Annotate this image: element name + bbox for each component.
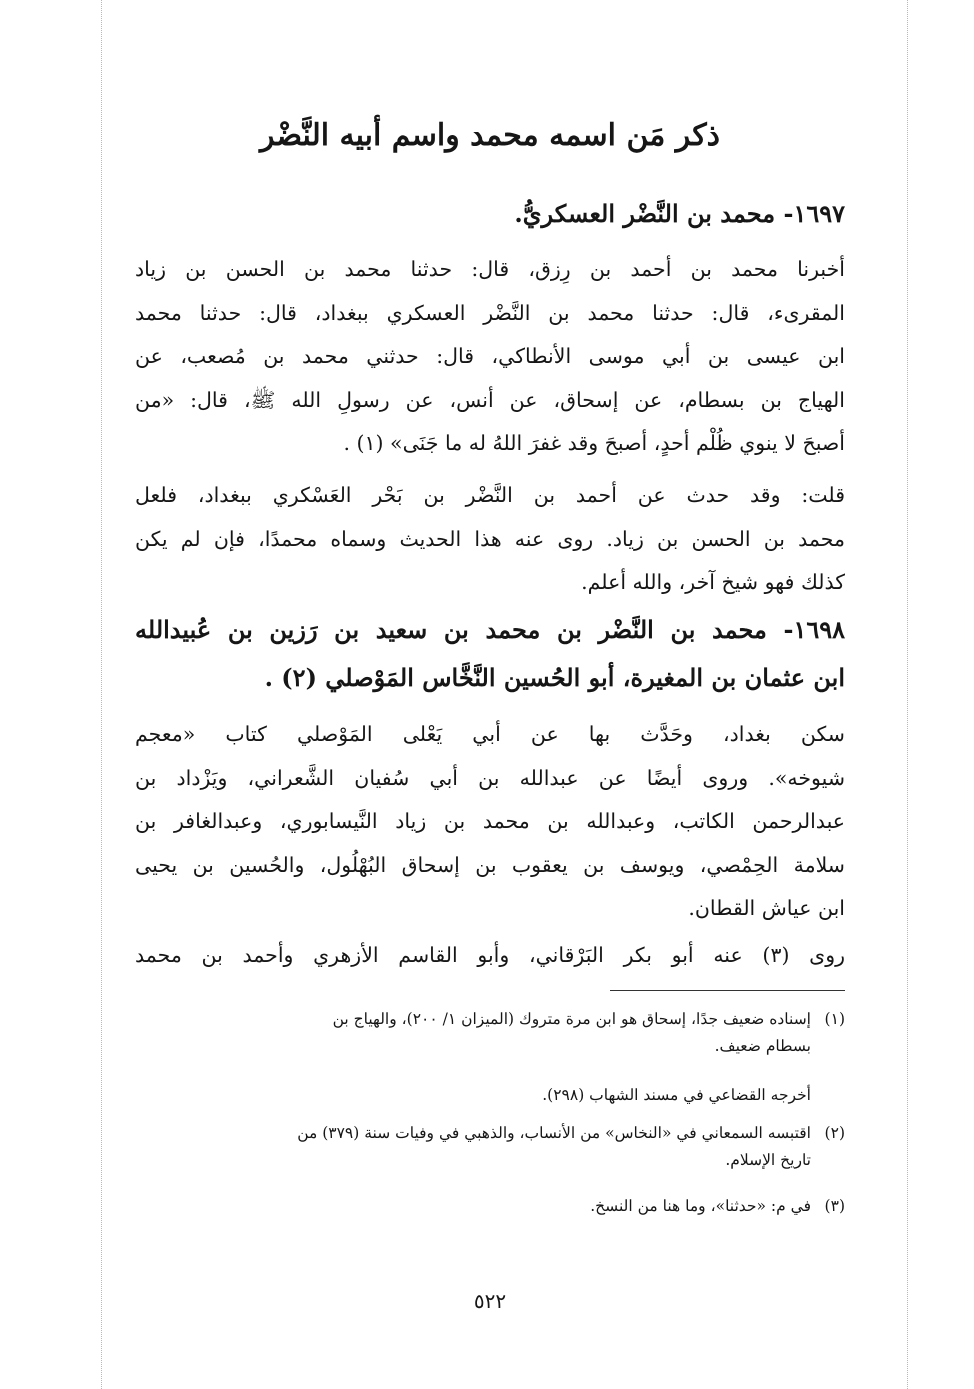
text-line: عبدالرحمن الكاتب، وعبدالله بن محمد بن زياد النَّيسابوري، وعبدالغافر بن (135, 809, 845, 833)
text-line: قلت: وقد حدث عن أحمد بن النَّضْر بن بَحْر العَسْكري ببغداد، فلعل (135, 483, 845, 507)
scan-margin-right (907, 0, 908, 1389)
footnote-number: (٣) (824, 1197, 845, 1215)
paragraph-1 (135, 248, 845, 466)
footnote-separator (610, 990, 845, 991)
text-line: كذلك فهو شيخ آخر، والله أعلم. (581, 570, 845, 594)
footnote-1 (135, 1006, 845, 1060)
text-line: محمد بن الحسن بن زياد. روى عنه هذا الحديث وسماه محمدًا، فإن لم يكن (135, 526, 845, 551)
page-number: ٥٢٢ (473, 1289, 507, 1313)
text-line: الهياج بن بسطام، عن إسحاق، عن أنس، عن رسولِ الله ﷺ، قال: «من (135, 387, 845, 412)
entry-line: ١٦٩٨- محمد بن النَّضْر بن محمد بن سعيد بن رَزين بن عُبيدالله (135, 615, 845, 644)
footnote-text: إسناده ضعيف جدًا، إسحاق هو ابن مرة متروك (الميزان ١/ ٢٠٠)، والهياج بن (332, 1010, 811, 1028)
footnote-number: (٢) (824, 1124, 845, 1142)
text-line: ابن عياش القطان. (688, 896, 845, 920)
footnote-text: اقتبسه السمعاني في «النخاس» من الأنساب، والذهبي في وفيات سنة (٣٧٩) من (297, 1124, 811, 1142)
entry-line: ابن عثمان بن المغيرة، أبو الحُسين النَّخَّاس المَوْصلي (٢) . (264, 663, 845, 692)
text-line: أصبحَ لا ينوي ظُلْم أحدٍ، أصبحَ وقد غفرَ اللهُ له ما جَنَى» (١) . (343, 431, 845, 455)
text-line: المقرىء، قال: حدثنا محمد بن النَّضْر العسكري ببغداد، قال: حدثنا محمد (135, 300, 845, 325)
paragraph-4 (135, 934, 845, 978)
entry-heading-1698 (135, 606, 845, 702)
footnote-text: في م: «حدثنا»، وما هنا من النسخ. (590, 1197, 811, 1215)
paragraph-2 (135, 474, 845, 605)
scan-margin-left (101, 0, 102, 1389)
section-heading: ذكر مَن اسمه محمد واسم أبيه النَّضْر (259, 118, 721, 153)
footnote-2 (135, 1120, 845, 1174)
paragraph-3 (135, 713, 845, 931)
text-line: أخبرنا محمد بن أحمد بن رِزق، قال: حدثنا محمد بن الحسن بن زياد (135, 257, 845, 281)
footnote-text: بسطام ضعيف. (714, 1037, 811, 1055)
footnote-text: تاريخ الإسلام. (725, 1151, 811, 1169)
text-line: سلامة الحِمْصي، ويوسف بن يعقوب بن إسحاق البُهْلُول، والحُسين بن يحيى (135, 852, 845, 877)
text-line: ابن عيسى بن أبي موسى الأنطاكي، قال: حدثني محمد بن مُصعب، عن (135, 344, 845, 368)
text-line: روى (٣) عنه أبو بكر البَرْقاني، وأبو القاسم الأزهري وأحمد بن محمد (135, 943, 845, 967)
footnote-number: (١) (824, 1010, 845, 1028)
text-line: سكن بغداد، وحَدَّث بها عن أبي يَعْلى المَوْصلي كتاب «معجم (135, 722, 845, 746)
entry-heading-1697: ١٦٩٧- محمد بن النَّضْر العسكريُّ. (514, 199, 845, 228)
footnote-1-continuation (135, 1082, 845, 1109)
text-line: شيوخه». وروى أيضًا عن عبدالله بن أبي سُفيان الشَّعراني، ويَزْداد بن (135, 765, 845, 790)
footnote-3 (135, 1193, 845, 1220)
footnote-text: أخرجه القضاعي في مسند الشهاب (٢٩٨). (542, 1086, 811, 1104)
